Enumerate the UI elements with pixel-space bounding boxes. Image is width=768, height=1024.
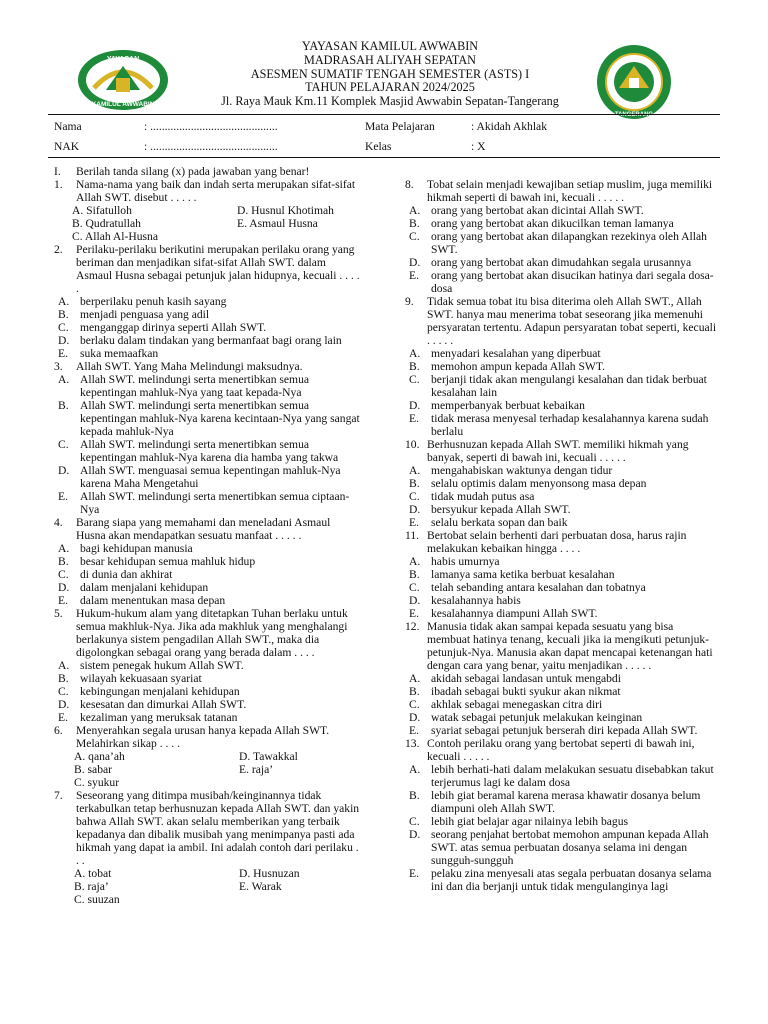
option-a[interactable]: A. habis umurnya: [409, 555, 500, 568]
question-number: 5.: [54, 607, 63, 620]
left-column: [54, 165, 362, 906]
info-divider: [48, 157, 720, 158]
question-number: 12.: [405, 620, 420, 633]
option-e[interactable]: E. suka memaafkan: [58, 347, 159, 360]
question-number: 9.: [405, 295, 414, 308]
question-1: [54, 178, 362, 243]
question-text: Tidak semua tobat itu bisa diterima oleh Allah SWT., Allah SWT. hanya mau menerima tobat seseorang jika memenuhi persyaratan tertentu. Adapun persyaratan tobat seperti, kecuali . . . . .: [427, 295, 717, 347]
option-e[interactable]: E. selalu berkata sopan dan baik: [409, 516, 568, 529]
option-c[interactable]: C. lebih giat belajar agar nilainya lebih bagus: [409, 815, 629, 828]
question-9: [405, 295, 717, 438]
question-11: [405, 529, 717, 620]
option-e[interactable]: E. dalam menentukan masa depan: [58, 594, 226, 607]
question-number: 3.: [54, 360, 63, 373]
option-e[interactable]: E. Warak: [239, 880, 282, 893]
option-b[interactable]: B. Allah SWT. melindungi serta menertibkan semua kepentingan mahluk-Nya karena kecintaan-Nya yang sangat kepada mahluk-Nya: [58, 399, 360, 438]
option-c[interactable]: C. Allah SWT. melindungi serta menertibkan semua kepentingan mahluk-Nya karena dia hamba yang takwa: [58, 438, 339, 464]
heading-address: Jl. Raya Mauk Km.11 Komplek Masjid Awwabin Sepatan-Tangerang: [221, 94, 559, 109]
option-e[interactable]: E. kesalahannya diampuni Allah SWT.: [409, 607, 598, 620]
option-e[interactable]: E. tidak merasa menyesal terhadap kesalahannya karena sudah berlalu: [409, 412, 709, 438]
logo-left-bottom-text: KAMILUL AWWABIN: [91, 101, 155, 108]
option-d[interactable]: D. dalam menjalani kehidupan: [58, 581, 209, 594]
option-c[interactable]: C. berjanji tidak akan mengulangi kesalahan dan tidak berbuat kesalahan lain: [409, 373, 707, 399]
question-5: [54, 607, 362, 724]
option-a[interactable]: A. menyadari kesalahan yang diperbuat: [409, 347, 601, 360]
option-e[interactable]: E. pelaku zina menyesali atas segala perbuatan dosanya selama ini dan dia berjanji untuk tidak mengulanginya lagi: [409, 867, 712, 893]
question-number: 2.: [54, 243, 63, 256]
question-10: [405, 438, 717, 529]
question-13: [405, 737, 717, 893]
heading-exam: ASESMEN SUMATIF TENGAH SEMESTER (ASTS) I: [250, 66, 530, 81]
question-number: 10.: [405, 438, 420, 451]
mapel-label: Mata Pelajaran: [365, 120, 435, 133]
option-c[interactable]: C. suuzan: [74, 893, 120, 906]
heading-foundation: YAYASAN KAMILUL AWWABIN: [301, 39, 479, 53]
option-d[interactable]: D. kesesatan dan dimurkai Allah SWT.: [58, 698, 247, 711]
question-7: [54, 789, 362, 906]
option-c[interactable]: C. menganggap dirinya seperti Allah SWT.: [58, 321, 267, 334]
option-b[interactable]: B. wilayah kekuasaan syariat: [58, 672, 202, 685]
question-text: Perilaku-perilaku berikutini merupakan perilaku orang yang beriman dan menjadikan sifat-sifat Allah SWT. dalam Asmaul Husna sebagai petunjuk jalan hidupnya, kecuali . . . . .: [76, 243, 360, 295]
option-e[interactable]: E. Asmaul Husna: [237, 217, 318, 230]
heading-school: MADRASAH ALIYAH SEPATAN: [304, 52, 476, 67]
question-2: [54, 243, 362, 360]
instruction: [54, 165, 362, 178]
option-b[interactable]: B. menjadi penguasa yang adil: [58, 308, 210, 321]
madrasah-logo: [589, 44, 679, 120]
question-text: Barang siapa yang memahami dan meneladani Asmaul Husna akan mendapatkan sesuatu manfaat . . . . .: [76, 516, 331, 542]
option-b[interactable]: B. sabar: [74, 763, 112, 776]
yayasan-logo: [76, 48, 170, 112]
nak-label: NAK: [54, 140, 80, 153]
heading-year: TAHUN PELAJARAN 2024/2025: [305, 80, 475, 95]
option-a[interactable]: A. lebih berhati-hati dalam melakukan sesuatu disebabkan takut terjerumus lagi ke dalam dosa: [409, 763, 714, 789]
option-d[interactable]: D. Husnul Khotimah: [237, 204, 334, 217]
question-text: Contoh perilaku orang yang bertobat seperti di bawah ini, kecuali . . . . .: [427, 737, 695, 763]
option-a[interactable]: A. Sifatulloh: [72, 204, 132, 217]
mapel-value: : Akidah Akhlak: [471, 120, 547, 133]
option-d[interactable]: D. berlaku dalam tindakan yang bermanfaat bagi orang lain: [58, 334, 342, 347]
option-a[interactable]: A. akidah sebagai landasan untuk mengabdi: [409, 672, 621, 685]
option-b[interactable]: B. selalu optimis dalam menyonsong masa depan: [409, 477, 647, 490]
option-c[interactable]: C. kebingungan menjalani kehidupan: [58, 685, 240, 698]
question-text: Allah SWT. Yang Maha Melindungi maksudnya.: [76, 360, 303, 373]
option-d[interactable]: D. seorang penjahat bertobat memohon ampunan kepada Allah SWT. atas semua perbuatan dosanya selama ini dengan sungguh-sungguh: [409, 828, 709, 867]
option-a[interactable]: A. orang yang bertobat akan dicintai Allah SWT.: [409, 204, 644, 217]
option-d[interactable]: D. watak sebagai petunjuk melakukan keinginan: [409, 711, 643, 724]
option-d[interactable]: D. bersyukur kepada Allah SWT.: [409, 503, 571, 516]
kelas-value: : X: [471, 140, 486, 153]
question-3: [54, 360, 362, 516]
option-a[interactable]: A. sistem penegak hukum Allah SWT.: [58, 659, 244, 672]
nak-field[interactable]: : ............................................: [144, 140, 278, 153]
option-b[interactable]: B. lebih giat beramal karena merasa khawatir dosanya belum diampuni oleh Allah SWT.: [409, 789, 701, 815]
option-c[interactable]: C. Allah Al-Husna: [72, 230, 158, 243]
question-text: Hukum-hukum alam yang ditetapkan Tuhan berlaku untuk semua makhluk-Nya. Jika ada makhluk yang menghalangi berlakunya sistem pengadilan Allah SWT., maka dia digolongkan sebagai orang yang berada dalam . . . .: [76, 607, 348, 659]
option-a[interactable]: A. berperilaku penuh kasih sayang: [58, 295, 227, 308]
header-divider: [48, 114, 720, 115]
school-heading: [160, 40, 620, 109]
option-e[interactable]: E. Allah SWT. melindungi serta menertibkan semua ciptaan-Nya: [58, 490, 350, 516]
question-text: Seseorang yang ditimpa musibah/keinginannya tidak terkabulkan tetap berhusnuzan kepada Allah SWT. dan yakin bahwa Allah SWT. akan selalu memberikan yang terbaik kepadanya dan dibalik musibah yang menimpanya pasti ada hikmah yang dapat ia ambil. Ini adalah contoh dari perilaku . . .: [76, 789, 360, 867]
option-a[interactable]: A. qana’ah: [74, 750, 125, 763]
question-number: 1.: [54, 178, 63, 191]
option-c[interactable]: C. syukur: [74, 776, 120, 789]
question-number: 8.: [405, 178, 414, 191]
option-d[interactable]: D. Husnuzan: [239, 867, 300, 880]
option-e[interactable]: E. kezaliman yang meruksak tatanan: [58, 711, 238, 724]
exam-header: [0, 36, 768, 116]
question-text: Bertobat selain berhenti dari perbuatan dosa, harus rajin melakukan kebaikan hingga . . . .: [427, 529, 687, 555]
option-a[interactable]: A. tobat: [74, 867, 112, 880]
option-b[interactable]: B. lamanya sama ketika berbuat kesalahan: [409, 568, 615, 581]
question-number: 4.: [54, 516, 63, 529]
option-d[interactable]: D. memperbanyak berbuat kebaikan: [409, 399, 585, 412]
instruction-text: Berilah tanda silang (x) pada jawaban yang benar!: [76, 165, 310, 178]
logo-right-bottom-text: TANGERANG: [614, 112, 654, 118]
question-number: 11.: [405, 529, 420, 542]
option-e[interactable]: E. orang yang bertobat akan disucikan hatinya dari segala dosa-dosa: [409, 269, 714, 295]
question-6: [54, 724, 362, 789]
nama-field[interactable]: : ............................................: [144, 120, 278, 133]
question-number: 7.: [54, 789, 63, 802]
option-b[interactable]: B. memohon ampun kepada Allah SWT.: [409, 360, 605, 373]
option-e[interactable]: E. raja’: [239, 763, 274, 776]
right-column: [405, 178, 717, 893]
option-c[interactable]: C. telah sebanding antara kesalahan dan tobatnya: [409, 581, 646, 594]
question-text: Tobat selain menjadi kewajiban setiap muslim, juga memiliki hikmah seperti di bawah ini, kecuali . . . . .: [427, 178, 713, 204]
question-number: 13.: [405, 737, 420, 750]
question-text: Menyerahkan segala urusan hanya kepada Allah SWT. Melahirkan sikap . . . .: [76, 724, 330, 750]
option-c[interactable]: C. orang yang bertobat akan dilapangkan rezekinya oleh Allah SWT.: [409, 230, 707, 256]
option-a[interactable]: A. Allah SWT. melindungi serta menertibkan semua kepentingan mahluk-Nya yang taat kepada-Nya: [58, 373, 310, 399]
option-c[interactable]: C. tidak mudah putus asa: [409, 490, 535, 503]
option-c[interactable]: C. di dunia dan akhirat: [58, 568, 173, 581]
question-number: 6.: [54, 724, 63, 737]
option-b[interactable]: B. Qudratullah: [72, 217, 141, 230]
option-e[interactable]: E. syariat sebagai petunjuk berserah diri kepada Allah SWT.: [409, 724, 698, 737]
option-d[interactable]: D. Tawakkal: [239, 750, 298, 763]
question-12: [405, 620, 717, 737]
option-b[interactable]: B. ibadah sebagai bukti syukur akan nikmat: [409, 685, 621, 698]
question-text: Berhusnuzan kepada Allah SWT. memiliki hikmah yang banyak, seperti di bawah ini, kecuali . . . . .: [427, 438, 689, 464]
option-d[interactable]: D. orang yang bertobat akan dimudahkan segala urusannya: [409, 256, 692, 269]
logo-left-top-text: YAYASAN: [106, 56, 140, 63]
option-a[interactable]: A. bagi kehidupan manusia: [58, 542, 193, 555]
question-text: Manusia tidak akan sampai kepada sesuatu yang bisa membuat hatinya tenang, kecuali jika ia mengikuti petunjuk-petunjuk-Nya. Manusia akan dapat mencapai ketenangan hati dengan cara yang benar, yaitu menjadikan . . . . .: [427, 620, 713, 672]
nama-label: Nama: [54, 120, 82, 133]
question-text: Nama-nama yang baik dan indah serta merupakan sifat-sifat Allah SWT. disebut . . . . .: [76, 178, 356, 204]
option-b[interactable]: B. raja’: [74, 880, 109, 893]
option-c[interactable]: C. akhlak sebagai menegaskan citra diri: [409, 698, 603, 711]
question-8: [405, 178, 717, 295]
instruction-num: I.: [54, 165, 61, 178]
option-d[interactable]: D. Allah SWT. menguasai semua kepentingan mahluk-Nya karena Maha Mengetahui: [58, 464, 341, 490]
option-d[interactable]: D. kesalahannya habis: [409, 594, 521, 607]
option-b[interactable]: B. orang yang bertobat akan dikucilkan teman lamanya: [409, 217, 674, 230]
option-a[interactable]: A. mengahabiskan waktunya dengan tidur: [409, 464, 613, 477]
kelas-label: Kelas: [365, 140, 392, 153]
option-b[interactable]: B. besar kehidupan semua mahluk hidup: [58, 555, 256, 568]
question-4: [54, 516, 362, 607]
